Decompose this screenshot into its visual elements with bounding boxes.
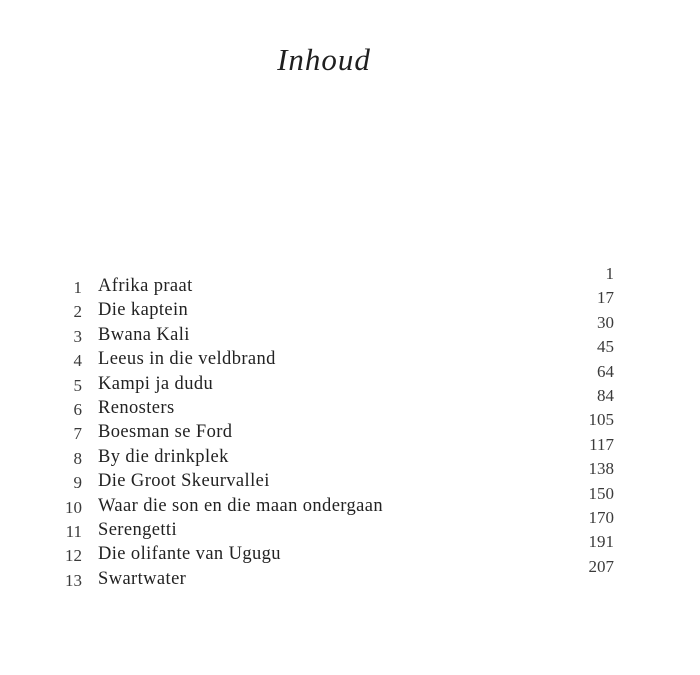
chapter-number: 7 [73, 424, 82, 444]
chapter-title: Kampi ja dudu [98, 373, 214, 394]
chapter-page: 105 [588, 410, 614, 430]
table-of-contents [50, 264, 620, 590]
chapter-page: 138 [588, 459, 614, 479]
chapter-number: 13 [65, 570, 82, 590]
chapter-number: 6 [73, 399, 82, 419]
chapter-title: Die Groot Skeurvallei [98, 471, 270, 492]
chapter-page: 30 [597, 312, 614, 332]
chapter-page: 84 [597, 385, 614, 405]
chapter-page: 191 [588, 532, 614, 552]
chapter-title: Swartwater [98, 568, 187, 589]
chapter-page: 117 [589, 434, 614, 454]
toc-entry-8 [50, 434, 620, 468]
chapter-page: 150 [588, 483, 614, 503]
chapter-title: Waar die son en die maan ondergaan [98, 495, 384, 516]
chapter-title: By die drinkplek [98, 446, 229, 467]
chapter-page: 1 [605, 264, 614, 283]
chapter-page: 207 [588, 556, 614, 576]
toc-entry-6 [50, 385, 620, 419]
chapter-title: Die olifante van Ugugu [98, 544, 281, 565]
chapter-page: 64 [597, 361, 614, 381]
toc-entry-1 [50, 264, 620, 297]
chapter-title: Serengetti [98, 519, 178, 540]
chapter-page: 170 [588, 507, 614, 527]
chapter-title: Bwana Kali [98, 324, 190, 345]
chapter-title: Leeus in die veldbrand [98, 349, 276, 370]
chapter-page: 17 [597, 288, 614, 308]
chapter-number: 4 [73, 351, 82, 371]
chapter-title: Afrika praat [98, 276, 193, 296]
chapter-number: 9 [73, 473, 82, 493]
chapter-title: Renosters [98, 397, 175, 418]
chapter-title: Boesman se Ford [98, 422, 233, 443]
chapter-number: 12 [65, 546, 82, 566]
chapter-number: 11 [65, 521, 82, 541]
chapter-number: 10 [65, 497, 82, 517]
chapter-page: 45 [597, 337, 614, 357]
chapter-number: 5 [73, 375, 82, 395]
toc-entry-3 [50, 312, 620, 346]
chapter-number: 3 [73, 326, 82, 346]
page-title: Inhoud [277, 42, 371, 77]
chapter-number: 2 [73, 302, 82, 322]
chapter-number: 1 [73, 278, 82, 297]
chapter-title: Die kaptein [98, 300, 189, 321]
chapter-number: 8 [73, 448, 82, 468]
